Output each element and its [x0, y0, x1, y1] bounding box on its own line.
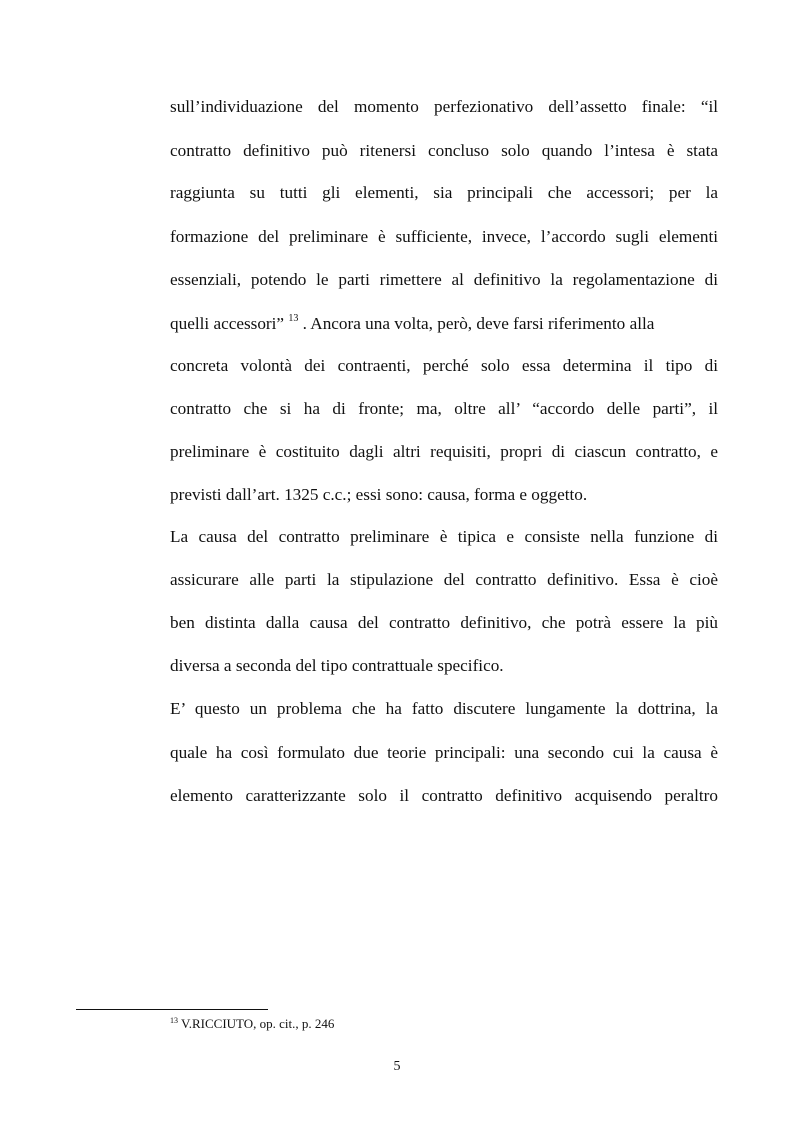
body-line-5: essenziali, potendo le parti rimettere al definitivo la regolamentazione di — [170, 270, 718, 289]
body-line-9: preliminare è costituito dagli altri requisiti, propri di ciascun contratto, e — [170, 442, 718, 461]
footnote-number: 13 — [170, 1016, 178, 1025]
body-line-6 — [170, 313, 718, 335]
body-line-12: assicurare alle parti la stipulazione del contratto definitivo. Essa è cioè — [170, 570, 718, 589]
footnote-text: V.RICCIUTO, op. cit., p. 246 — [181, 1016, 335, 1031]
body-line-4: formazione del preliminare è sufficiente, invece, l’accordo sugli elementi — [170, 227, 718, 246]
body-line-15: E’ questo un problema che ha fatto discutere lungamente la dottrina, la — [170, 699, 718, 718]
body-line-13: ben distinta dalla causa del contratto definitivo, che potrà essere la più — [170, 613, 718, 632]
body-line-1: sull’individuazione del momento perfezionativo dell’assetto finale: “il — [170, 97, 718, 116]
body-line-11: La causa del contratto preliminare è tipica e consiste nella funzione di — [170, 527, 718, 546]
body-line-3: raggiunta su tutti gli elementi, sia principali che accessori; per la — [170, 183, 718, 202]
body-line-17: elemento caratterizzante solo il contratto definitivo acquisendo peraltro — [170, 786, 718, 805]
body-line-10: previsti dall’art. 1325 c.c.; essi sono: causa, forma e oggetto. — [170, 485, 588, 504]
page-number: 5 — [393, 1059, 401, 1074]
body-line-14: diversa a seconda del tipo contrattuale specifico. — [170, 656, 504, 675]
footnote-reference[interactable]: 13 — [288, 313, 299, 324]
body-line-16: quale ha così formulato due teorie principali: una secondo cui la causa è — [170, 743, 718, 762]
body-line-6-after: . Ancora una volta, però, deve farsi riferimento alla — [302, 314, 655, 333]
body-line-8: contratto che si ha di fronte; ma, oltre all’ “accordo delle parti”, il — [170, 399, 718, 418]
body-line-7: concreta volontà dei contraenti, perché solo essa determina il tipo di — [170, 356, 718, 375]
body-line-6-before: quelli accessori” — [170, 314, 285, 333]
body-line-2: contratto definitivo può ritenersi concluso solo quando l’intesa è stata — [170, 141, 718, 160]
footnote — [170, 1015, 334, 1033]
footnote-separator — [76, 1009, 268, 1010]
